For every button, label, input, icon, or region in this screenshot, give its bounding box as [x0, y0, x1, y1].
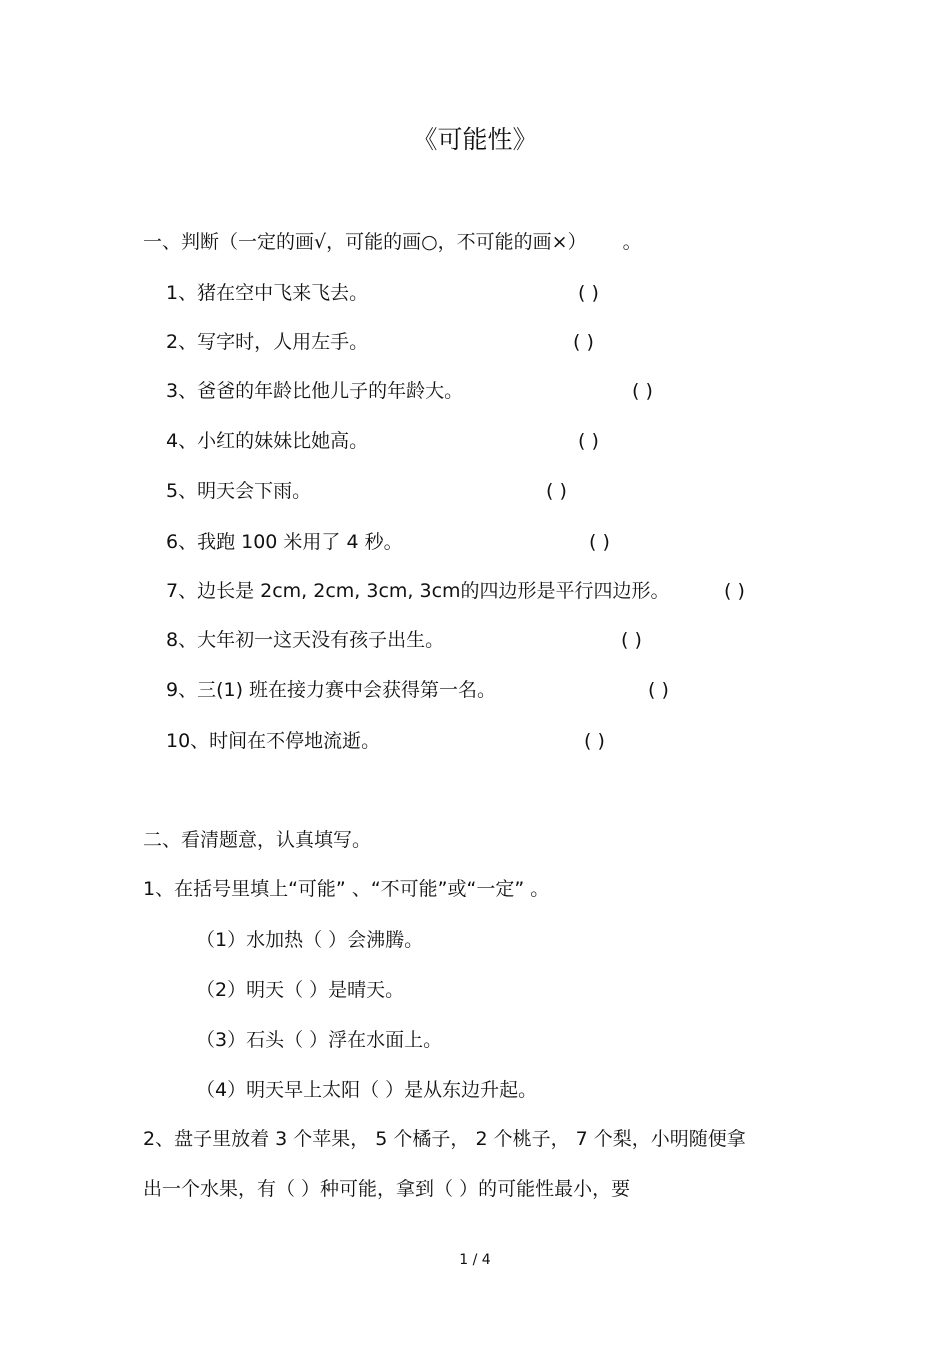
- judge-answer-blank-7[interactable]: ( ): [724, 580, 745, 602]
- judge-answer-blank-5[interactable]: ( ): [546, 480, 567, 502]
- fill-item-3[interactable]: （3）石头（ ）浮在水面上。: [196, 1029, 443, 1051]
- judge-item-4: 4、小红的妹妹比她高。: [166, 430, 369, 452]
- fill-item-1[interactable]: （1）水加热（ ）会沸腾。: [196, 929, 424, 951]
- section1-heading-end: 。: [622, 231, 642, 253]
- judge-item-6: 6、我跑 100 米用了 4 秒。: [166, 531, 403, 553]
- section2-heading: 二、看清题意，认真填写。: [143, 829, 372, 851]
- judge-answer-blank-1[interactable]: ( ): [578, 282, 599, 304]
- judge-answer-blank-10[interactable]: ( ): [584, 730, 605, 752]
- judge-item-5: 5、明天会下雨。: [166, 480, 312, 502]
- judge-item-8: 8、大年初一这天没有孩子出生。: [166, 629, 445, 651]
- judge-item-10: 10、时间在不停地流逝。: [166, 730, 381, 752]
- section1-heading: [143, 228, 642, 256]
- fill-question-2-line-1: 2、盘子里放着 3 个苹果， 5 个橘子， 2 个桃子， 7 个梨，小明随便拿: [143, 1128, 746, 1150]
- judge-item-9: 9、三(1) 班在接力赛中会获得第一名。: [166, 679, 497, 701]
- judge-answer-blank-2[interactable]: ( ): [573, 331, 594, 353]
- fill-item-2[interactable]: （2）明天（ ）是晴天。: [196, 979, 405, 1001]
- page-number: 1 / 4: [459, 1252, 491, 1268]
- judge-answer-blank-3[interactable]: ( ): [632, 380, 653, 402]
- document-title: 《可能性》: [412, 125, 538, 154]
- judge-item-1: 1、猪在空中飞来飞去。: [166, 282, 369, 304]
- fill-question-1-prompt: 1、在括号里填上“可能” 、“不可能”或“一定” 。: [143, 878, 550, 900]
- judge-answer-blank-9[interactable]: ( ): [648, 679, 669, 701]
- section1-heading-text: 一、判断（一定的画√，可能的画○，不可能的画×）: [143, 231, 587, 253]
- judge-item-2: 2、写字时，人用左手。: [166, 331, 369, 353]
- judge-item-7: 7、边长是 2cm, 2cm, 3cm, 3cm的四边形是平行四边形。: [166, 580, 670, 602]
- judge-item-3: 3、爸爸的年龄比他儿子的年龄大。: [166, 380, 464, 402]
- judge-answer-blank-8[interactable]: ( ): [621, 629, 642, 651]
- judge-answer-blank-4[interactable]: ( ): [578, 430, 599, 452]
- fill-item-4[interactable]: （4）明天早上太阳（ ）是从东边升起。: [196, 1079, 538, 1101]
- fill-question-2-line-2[interactable]: 出一个水果，有（ ）种可能，拿到（ ）的可能性最小，要: [143, 1178, 631, 1200]
- judge-answer-blank-6[interactable]: ( ): [589, 531, 610, 553]
